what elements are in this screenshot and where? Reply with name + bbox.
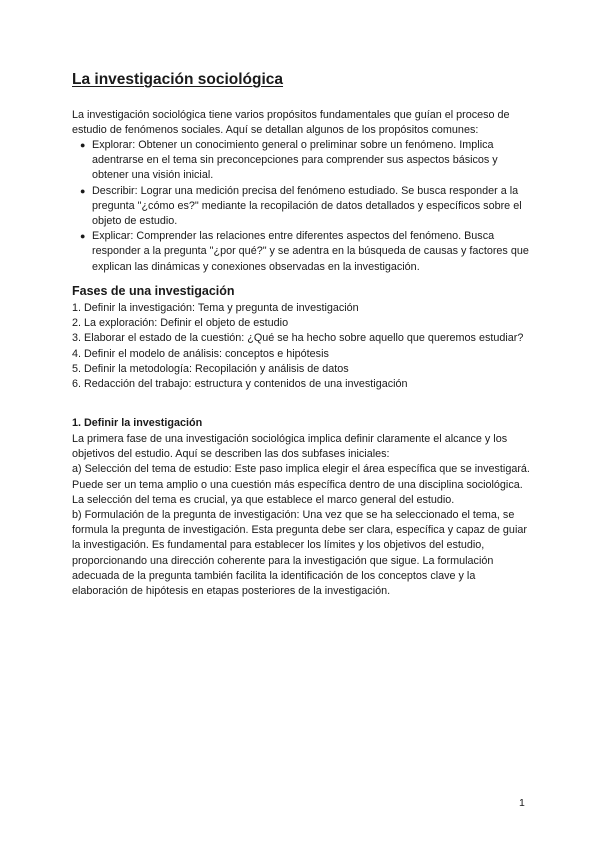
phase-item: 1. Definir la investigación: Tema y pregunta de investigación	[72, 302, 359, 314]
list-item	[72, 229, 534, 275]
phase-item: 3. Elaborar el estado de la cuestión: ¿Qué se ha hecho sobre aquello que queremos estudiar?	[72, 332, 524, 345]
purpose-explorar: Explorar: Obtener un conocimiento general o preliminar sobre un fenómeno. Implica adentrarse en el tema sin preconcepciones para comprender sus aspectos básicos y obtener una visión inicial.	[92, 139, 498, 182]
bullet-icon: ●	[80, 185, 86, 196]
section1-intro: La primera fase de una investigación sociológica implica definir claramente el alcance y los objetivos del estudio. Aquí se describen las dos subfases iniciales:	[72, 433, 508, 461]
page-number: 1	[519, 797, 525, 809]
section1-heading: 1. Definir la investigación	[72, 417, 203, 429]
phase-item: 2. La exploración: Definir el objeto de estudio	[72, 317, 289, 330]
section1-body	[72, 432, 534, 599]
bullet-icon: ●	[80, 140, 86, 150]
phase-item: 5. Definir la metodología: Recopilación y análisis de datos	[72, 362, 349, 375]
purpose-explicar: Explicar: Comprender las relaciones entre diferentes aspectos del fenómeno. Busca responder a la pregunta "¿por qué?" y se adentra en la búsqueda de causas y factores que explican las dinámicas y conexiones observadas en la investigación.	[92, 230, 529, 273]
phase-item: 4. Definir el modelo de análisis: conceptos e hipótesis	[72, 347, 329, 360]
bullet-icon: ●	[80, 231, 86, 242]
purposes-list	[72, 138, 534, 275]
purpose-describir: Describir: Lograr una medición precisa del fenómeno estudiado. Se busca responder a la pregunta "¿cómo es?" mediante la recopilación de datos detallados y específicos sobre el objeto de estudio.	[92, 184, 522, 228]
list-item	[72, 184, 534, 230]
phases-heading: Fases de una investigación	[72, 284, 235, 298]
phases-list	[72, 301, 534, 392]
section1-subphase-b: b) Formulación de la pregunta de investigación: Una vez que se ha seleccionado el tema, se formula la pregunta de investigación. Esta pregunta debe ser clara, específica y capaz de guiar la investigación. Es fundamental para establecer los límites y los objetivos del estudio, proporcionando una dirección coherente para la investigación que sigue. La formulación adecuada de la pregunta también facilita la identificación de los conceptos clave y la elaboración de hipótesis en etapas posteriores de la investigación.	[72, 509, 527, 598]
page-title: La investigación sociológica	[72, 71, 284, 88]
list-item	[72, 138, 534, 184]
intro-paragraph: La investigación sociológica tiene varios propósitos fundamentales que guían el proceso de estudio de fenómenos sociales. Aquí se detallan algunos de los propósitos comunes:	[72, 109, 510, 137]
section1-subphase-a: a) Selección del tema de estudio: Este paso implica elegir el área específica que se investigará. Puede ser un tema amplio o una cuestión más específica dentro de una disciplina sociológica. La selección del tema es crucial, ya que establece el marco general del estudio.	[72, 463, 530, 506]
phase-item: 6. Redacción del trabajo: estructura y contenidos de una investigación	[72, 378, 408, 391]
